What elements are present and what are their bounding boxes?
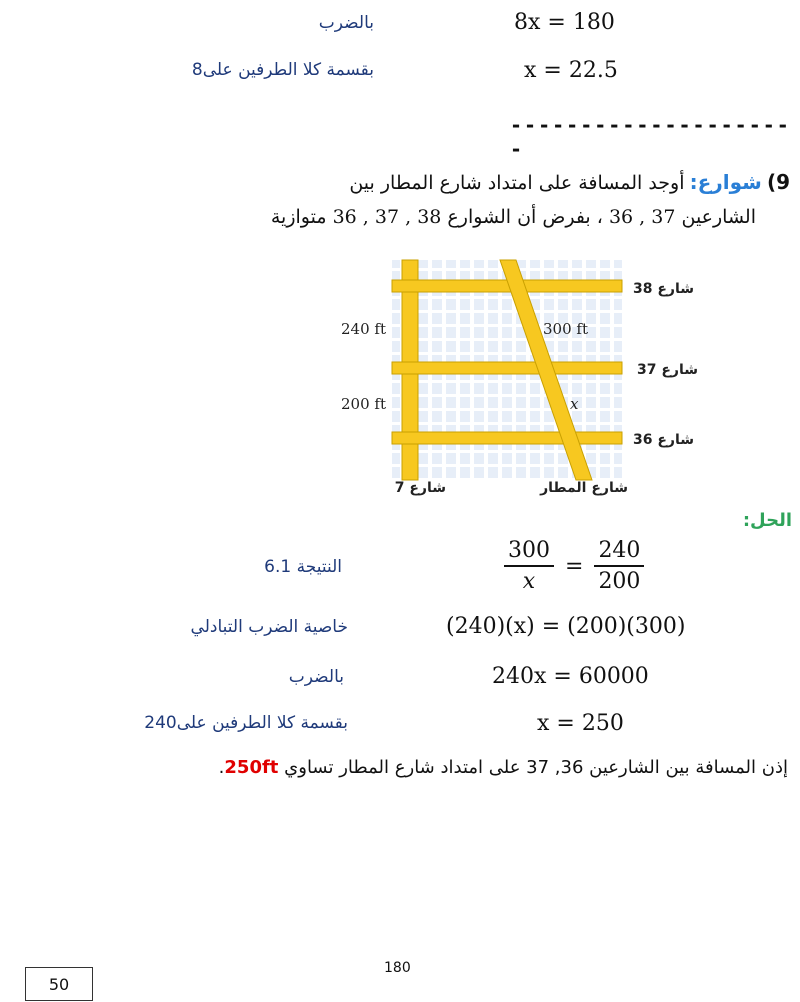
question-text-line1: أوجد المسافة على امتداد شارع المطار بين xyxy=(349,172,685,194)
solution-equation-multiply: 240x = 60000 xyxy=(492,664,649,689)
street-37-road xyxy=(392,362,622,374)
step-equation-multiply: 8x = 180 xyxy=(514,10,615,35)
street-38-road xyxy=(392,280,622,292)
step-note-divide: بقسمة كلا الطرفين على8 xyxy=(191,60,374,80)
solution-equation-final: x = 250 xyxy=(537,711,624,736)
fraction-right-denominator: 200 xyxy=(598,569,641,594)
fraction-left xyxy=(504,538,554,594)
label-200-ft: 200 ft xyxy=(341,395,386,413)
question-text-line2: الشارعين 37 , 36 ، بفرض أن الشوارع 38 , 37 , 36 متوازية xyxy=(270,206,756,228)
fraction-right-numerator: 240 xyxy=(594,538,644,567)
solution-label: الحل: xyxy=(742,510,792,531)
section-separator: --------------------- xyxy=(510,113,791,161)
fraction-left-denominator: x xyxy=(522,569,536,594)
step-note-multiply: بالضرب xyxy=(318,13,374,33)
solution-note-cross: خاصية الضرب التبادلي xyxy=(190,617,348,637)
conclusion-period: . xyxy=(218,757,225,778)
label-240-ft: 240 ft xyxy=(341,320,386,338)
solution-note-divide: بقسمة كلا الطرفين على240 xyxy=(144,713,348,733)
conclusion-prefix: إذن المسافة بين الشارعين 36, 37 على امتداد شارع المطار تساوي xyxy=(284,757,788,778)
label-street-37: شارع 37 xyxy=(636,362,698,378)
question-number: 9) xyxy=(766,170,790,194)
solution-equation-cross: (240)(x) = (200)(300) xyxy=(446,614,686,639)
label-street-36: شارع 36 xyxy=(632,432,694,448)
solution-note-result: النتيجة 6.1 xyxy=(264,557,342,577)
page-box-number: 50 xyxy=(25,967,93,1001)
fraction-equals: = xyxy=(565,553,584,579)
conclusion-text xyxy=(219,757,788,778)
label-x: x xyxy=(570,395,579,413)
question-header xyxy=(349,170,790,194)
label-airport-street: شارع المطار xyxy=(540,480,628,496)
label-street-7: شارع 7 xyxy=(394,480,446,496)
page-number: 180 xyxy=(384,960,411,976)
label-300-ft: 300 ft xyxy=(543,320,588,338)
fraction-left-numerator: 300 xyxy=(504,538,554,567)
proportion-equation xyxy=(504,538,644,594)
street-36-road xyxy=(392,432,622,444)
step-equation-divide: x = 22.5 xyxy=(524,58,618,83)
fraction-right xyxy=(594,538,644,594)
solution-note-multiply: بالضرب xyxy=(288,667,344,687)
question-title: شوارع: xyxy=(689,170,762,194)
label-street-38: شارع 38 xyxy=(632,281,694,297)
conclusion-answer: 250ft xyxy=(224,757,279,778)
